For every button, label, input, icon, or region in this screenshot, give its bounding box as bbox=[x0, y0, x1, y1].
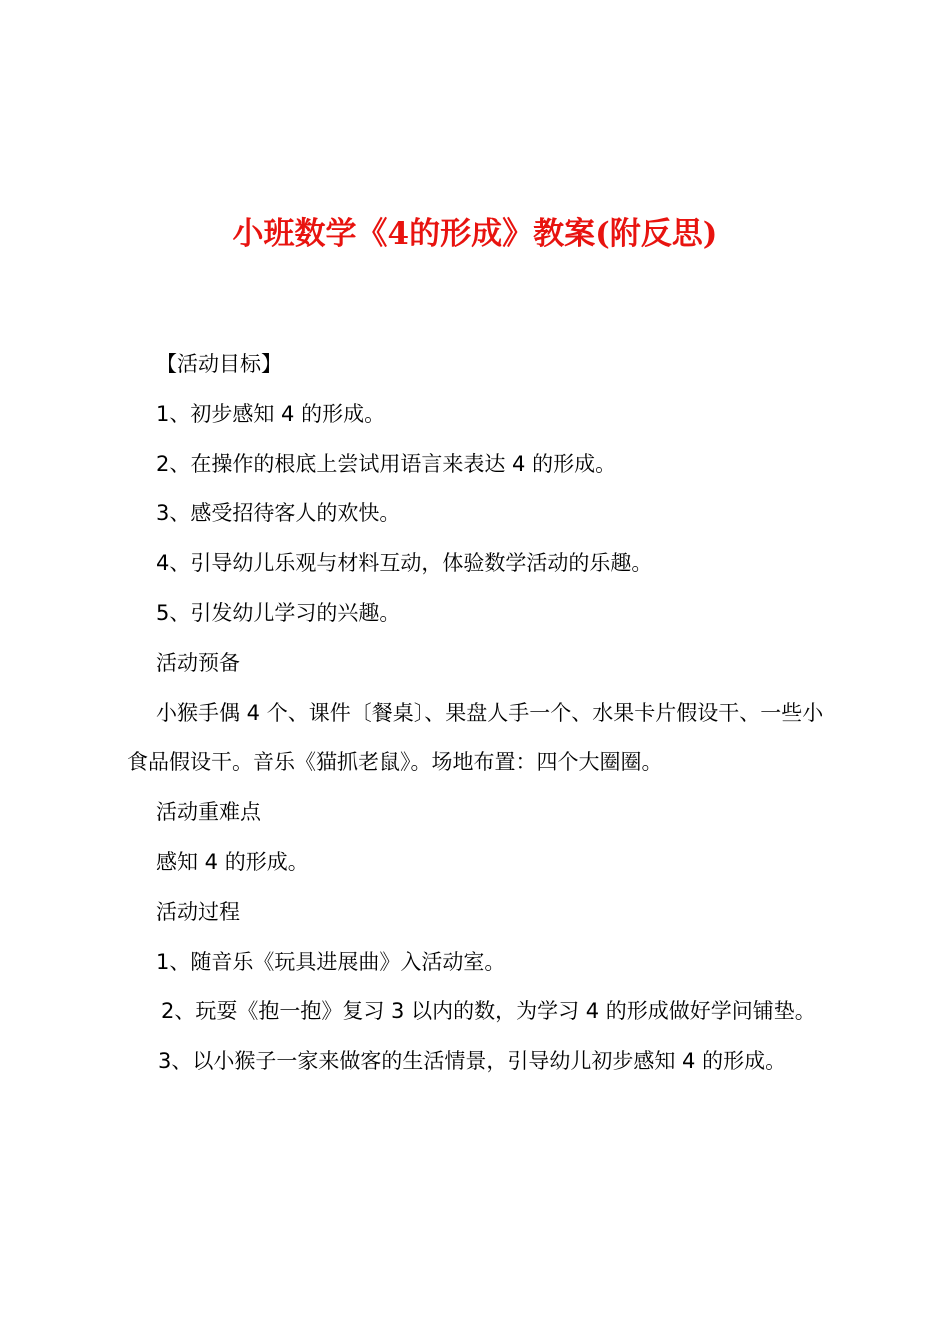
goal-item-3: 3、感受招待客人的欢快。 bbox=[156, 501, 401, 526]
section-heading-activity-goals: 【活动目标】 bbox=[156, 352, 282, 376]
process-step-3: 3、以小猴子一家来做客的生活情景，引导幼儿初步感知 4 的形成。 bbox=[158, 1049, 787, 1074]
goal-item-1: 1、初步感知 4 的形成。 bbox=[156, 401, 386, 426]
document-body bbox=[127, 340, 833, 1087]
document-title: 小班数学《4的形成》教案(附反思) bbox=[232, 216, 718, 252]
preparation-paragraph: 小猴手偶 4 个、课件〔餐桌〕、果盘人手一个、水果卡片假设干、一些小食品假设干。音乐《猫抓老鼠》。场地布置：四个大圈圈。 bbox=[127, 700, 824, 775]
goal-item-4: 4、引导幼儿乐观与材料互动，体验数学活动的乐趣。 bbox=[156, 551, 653, 576]
section-heading-preparation: 活动预备 bbox=[156, 650, 240, 675]
section-heading-key-points: 活动重难点 bbox=[156, 800, 261, 825]
process-step-2: 2、玩耍《抱一抱》复习 3 以内的数，为学习 4 的形成做好学问铺垫。 bbox=[161, 999, 816, 1024]
goal-item-2: 2、在操作的根底上尝试用语言来表达 4 的形成。 bbox=[156, 451, 617, 476]
process-step-1: 1、随音乐《玩具进展曲》入活动室。 bbox=[156, 949, 506, 974]
goal-item-5: 5、引发幼儿学习的兴趣。 bbox=[156, 600, 401, 625]
section-heading-process: 活动过程 bbox=[156, 899, 240, 924]
key-points-paragraph: 感知 4 的形成。 bbox=[156, 849, 309, 874]
